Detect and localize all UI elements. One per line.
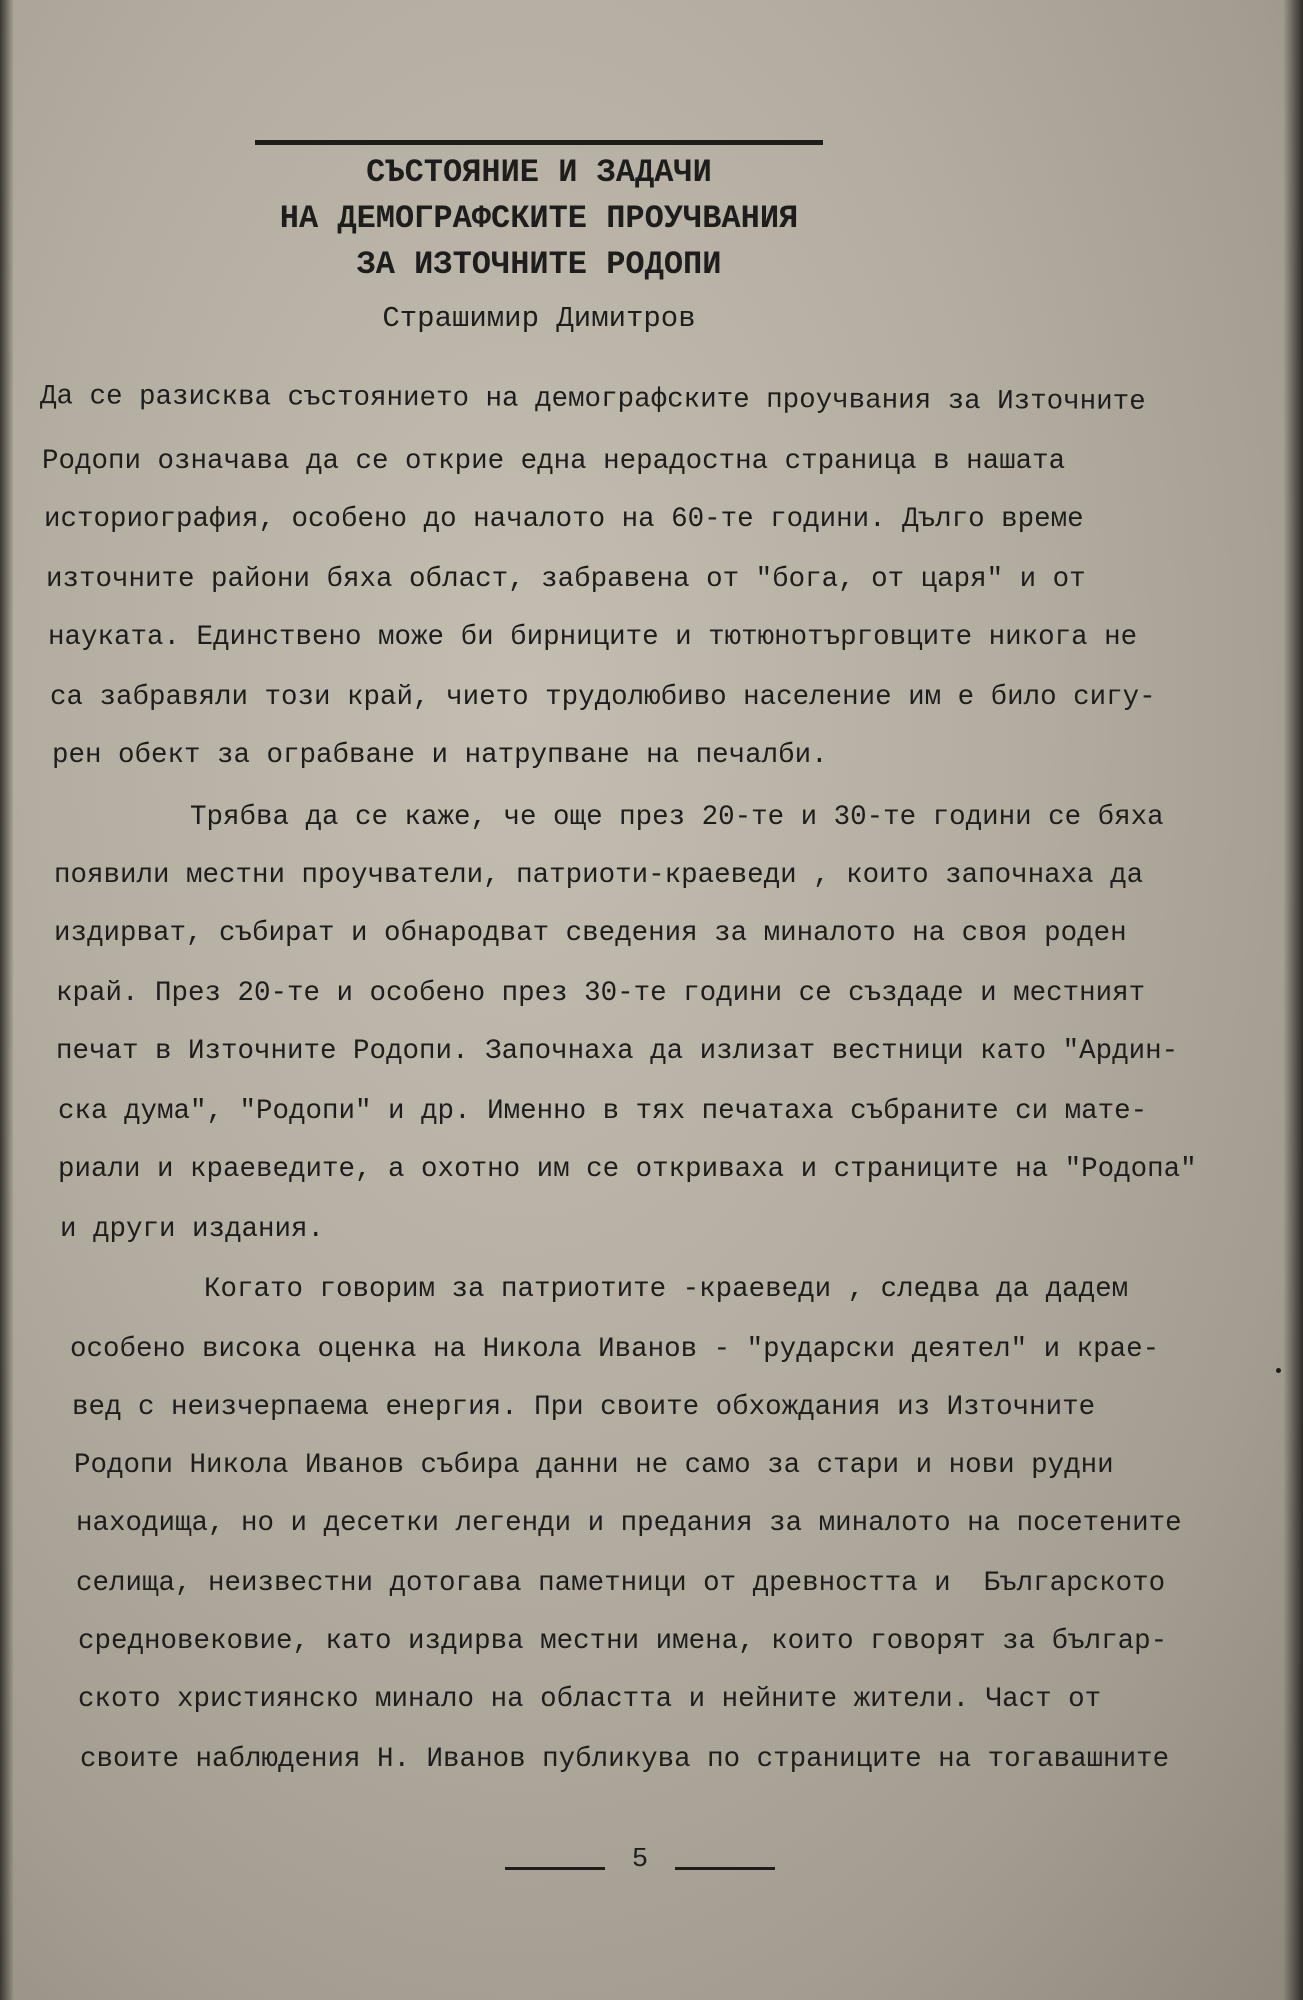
text-line: историография, особено до началото на 60-те години. Дълго време [44, 504, 1084, 535]
text-line: находища, но и десетки легенди и предания за миналото на посетените [76, 1508, 1182, 1539]
title-line: ЗА ИЗТОЧНИТЕ РОДОПИ [356, 246, 722, 283]
title-line: НА ДЕМОГРАФСКИТЕ ПРОУЧВАНИЯ [279, 200, 799, 237]
text-line: Родопи означава да се открие една нерадостна страница в нашата [42, 446, 1066, 477]
page-footer [505, 1845, 775, 1885]
text-line: издирват, събират и обнародват сведения за миналото на своя роден [54, 918, 1127, 949]
page-number: 5 [631, 1845, 649, 1875]
text-line: появили местни проучватели, патриоти-краеведи , които започнаха да [54, 860, 1144, 891]
text-line: Когато говорим за патриотите -краеведи , следва да дадем [204, 1274, 1129, 1305]
title-rule [255, 140, 823, 145]
text-line: своите наблюдения Н. Иванов публикува по страниците на тогавашните [80, 1744, 1170, 1775]
ink-speck [1276, 1368, 1281, 1373]
text-line: ска дума", "Родопи" и др. Именно в тях печатаха събраните си мате- [58, 1096, 1148, 1127]
article-author: Страшимир Димитров [382, 302, 696, 335]
text-line: ското християнско минало на областта и нейните жители. Част от [78, 1684, 1102, 1715]
text-line: науката. Единствено може би бирниците и тютюнотърговците никога не [48, 622, 1138, 653]
text-line: и други издания. [60, 1214, 325, 1245]
text-line: средновековие, като издирва местни имена, които говорят за българ- [78, 1626, 1168, 1657]
text-line: селища, неизвестни дотогава паметници от древността и Българското [76, 1568, 1166, 1599]
text-line: особено висока оценка на Никола Иванов - "рударски деятел" и крае- [70, 1334, 1160, 1365]
title-line: СЪСТОЯНИЕ И ЗАДАЧИ [366, 154, 712, 191]
article-title [255, 150, 823, 288]
text-line: Родопи Никола Иванов събира данни не само за стари и нови рудни [74, 1450, 1114, 1481]
text-line: печат в Източните Родопи. Започнаха да излизат вестници като "Ардин- [56, 1036, 1179, 1067]
text-line: вед с неизчерпаема енергия. При своите обхождания из Източните [72, 1392, 1096, 1423]
text-line: Да се разисква състоянието на демографските проучвания за Източните [39, 381, 1146, 418]
text-line: рен обект за ограбване и натрупване на печалби. [52, 740, 828, 771]
text-line: източните райони бяха област, забравена от "бога, от царя" и от [46, 564, 1086, 595]
text-line: са забравяли този край, чието трудолюбиво население им е било сигу- [50, 682, 1156, 713]
footer-dash-right [675, 1867, 775, 1870]
page-shadow-right [1283, 0, 1303, 2000]
text-line: край. През 20-те и особено през 30-те години се създаде и местният [56, 978, 1146, 1009]
text-line: риали и краеведите, а охотно им се откриваха и страниците на "Родопа" [58, 1154, 1197, 1185]
text-line: Трябва да се каже, че още през 20-те и 30-те години се бяха [190, 802, 1164, 833]
page-shadow-left [0, 0, 14, 2000]
